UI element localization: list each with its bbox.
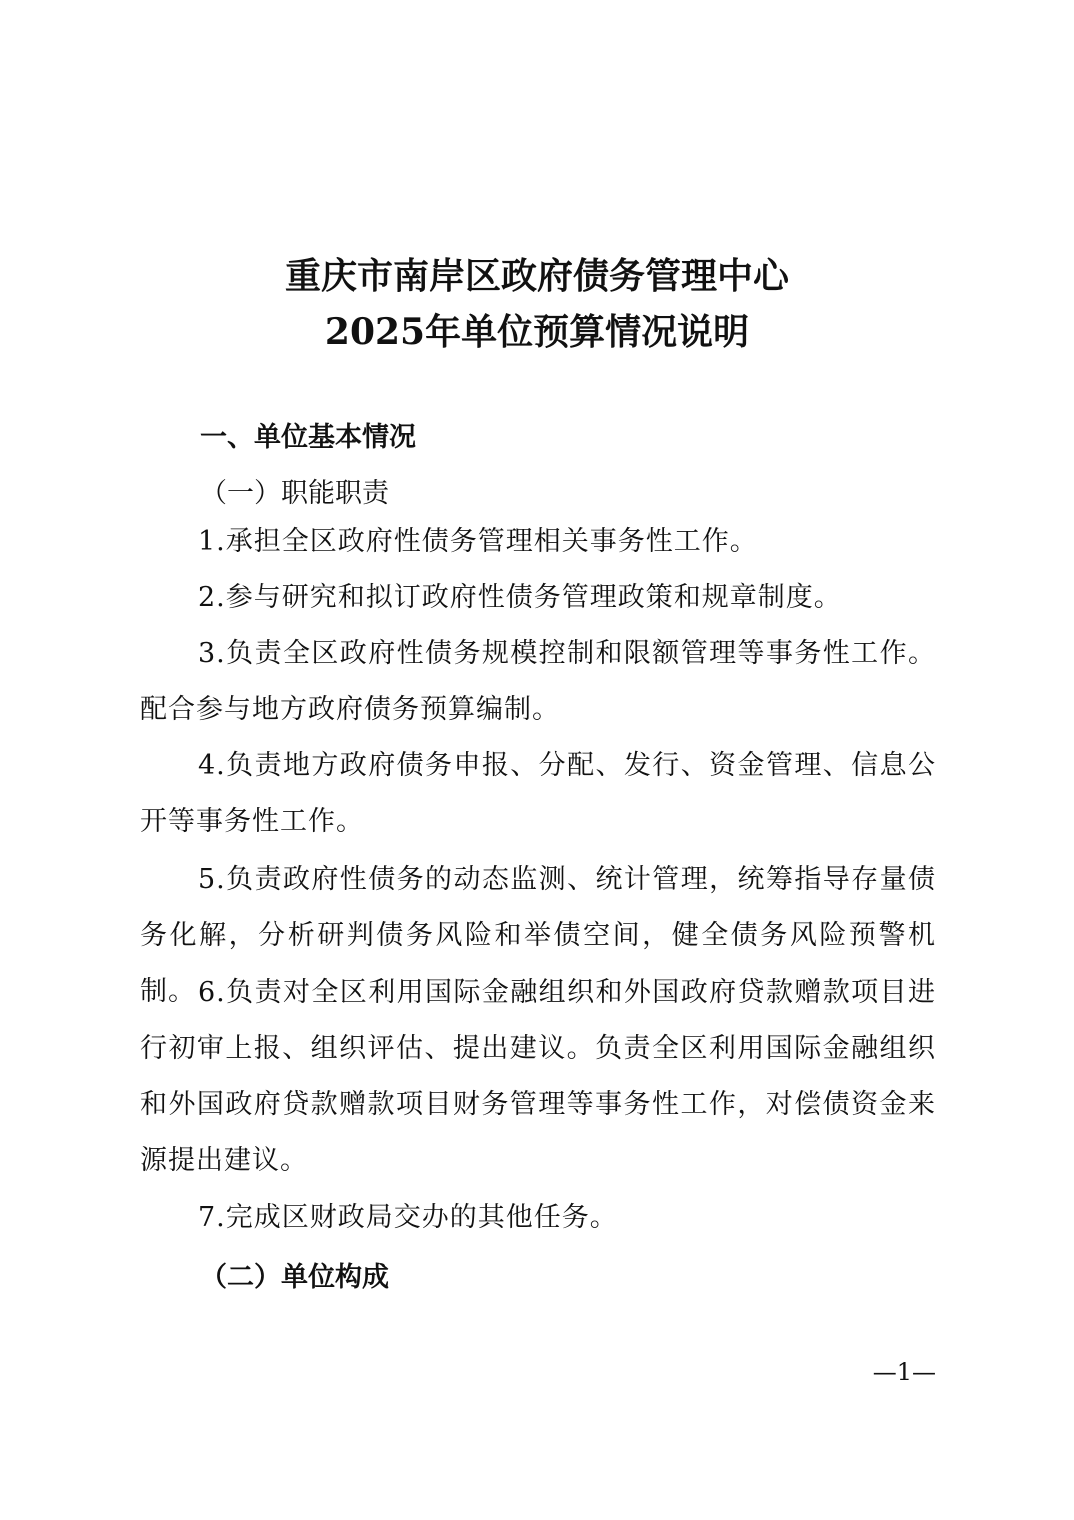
duty-item-6: 6.负责对全区利用国际金融组织和外国政府贷款赠款项目进行初审上报、组织评估、提出建议。负责全区利用国际金融组织和外国政府贷款赠款项目财务管理等事务性工作，对偿债资金来源提出建议。	[140, 977, 936, 1176]
duty-item-4: 4.负责地方政府债务申报、分配、发行、资金管理、信息公开等事务性工作。	[140, 750, 936, 837]
duty-item-1: 1.承担全区政府性债务管理相关事务性工作。	[198, 526, 758, 557]
document-title	[0, 248, 1074, 360]
duty-item-7: 7.完成区财政局交办的其他任务。	[198, 1202, 618, 1233]
duty-item-3: 3.负责全区政府性债务规模控制和限额管理等事务性工作。配合参与地方政府债务预算编制。	[140, 638, 936, 725]
title-line-2: 2025年单位预算情况说明	[324, 311, 750, 353]
page-number: —1—	[872, 1358, 936, 1386]
duty-item-2: 2.参与研究和拟订政府性债务管理政策和规章制度。	[198, 582, 842, 613]
subsection-heading-duties: （一）职能职责	[200, 478, 389, 509]
title-line-1: 重庆市南岸区政府债务管理中心	[284, 255, 789, 297]
subsection-heading-composition: （二）单位构成	[200, 1262, 389, 1293]
duty-item-5: 5.负责政府性债务的动态监测、统计管理，统筹指导存量债务化解，分析研判债务风险和举债空间，健全债务风险预警机制。	[140, 864, 936, 1007]
section-heading-basic-info: 一、单位基本情况	[200, 422, 416, 453]
